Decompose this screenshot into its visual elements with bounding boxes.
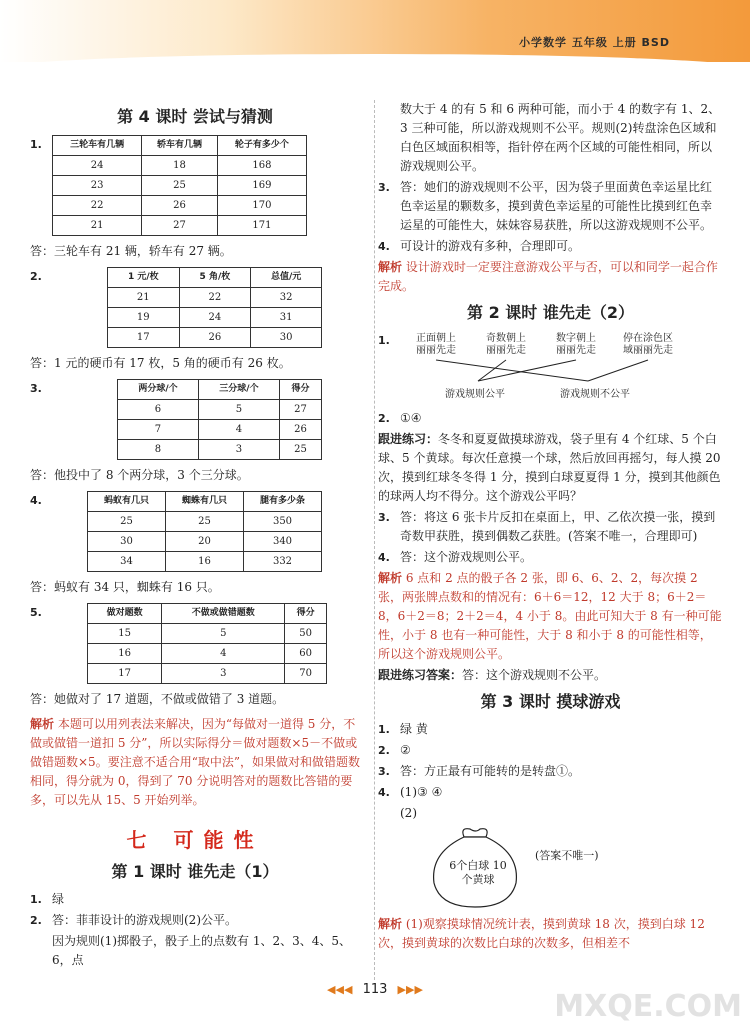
table-cell: 17 bbox=[108, 328, 180, 348]
q2-block bbox=[30, 267, 360, 352]
table-cell: 25 bbox=[142, 176, 218, 196]
table-cell: 19 bbox=[108, 308, 180, 328]
left-column bbox=[30, 100, 360, 970]
table-row bbox=[53, 156, 307, 176]
l3-q4-part2: (2) bbox=[400, 806, 417, 820]
table-row bbox=[118, 400, 322, 420]
l3-q1-text: 绿 黄 bbox=[400, 722, 428, 736]
table-header: 蚂蚁有几只 bbox=[88, 492, 166, 512]
q5-answer: 答：她做对了 17 道题，不做或做错了 3 道题。 bbox=[30, 692, 285, 706]
table-cell: 168 bbox=[217, 156, 306, 176]
table-row bbox=[88, 532, 322, 552]
analysis-r1-text: 设计游戏时一定要注意游戏公平与否，可以和同学一起合作完成。 bbox=[378, 260, 718, 293]
table-cell: 23 bbox=[53, 176, 142, 196]
header-band bbox=[0, 0, 750, 62]
l2-q4-text: 答：这个游戏规则公平。 bbox=[400, 550, 533, 564]
table-row bbox=[88, 624, 327, 644]
table-cell: 27 bbox=[142, 216, 218, 236]
analysis-label-r3: 解析 bbox=[378, 917, 403, 931]
l3-q2-num: 2. bbox=[378, 744, 390, 757]
follow-practice bbox=[378, 430, 723, 506]
table-cell: 16 bbox=[166, 552, 244, 572]
lesson2-title: 第 2 课时 谁先走（2） bbox=[467, 303, 634, 322]
table-cell: 26 bbox=[179, 328, 251, 348]
lesson1-title: 第 1 课时 谁先走（1） bbox=[111, 862, 279, 881]
table-cell: 5 bbox=[162, 624, 285, 644]
page-number: 113 bbox=[362, 982, 388, 997]
analysis-text: 本题可以用列表法来解决，因为“每做对一道得 5 分，不做或做错一道扣 5 分”，所以实际得分＝做对题数×5－不做或做错题数×5。要注意不适合用“取中法”，如果做对和做错题数相同，得分就为 0，得到了 70 分说明答对的题数比答错的要多，可以先从 15、5 开始列举。 bbox=[30, 717, 360, 807]
table-cell: 31 bbox=[251, 308, 322, 328]
table-cell: 60 bbox=[285, 644, 327, 664]
analysis-label-r2: 解析 bbox=[378, 571, 403, 585]
table-cell: 169 bbox=[217, 176, 306, 196]
table-cell: 3 bbox=[198, 440, 279, 460]
c1-q2-cont: 因为规则(1)掷骰子，骰子上的点数有 1、2、3、4、5、6，点 bbox=[52, 934, 351, 967]
table-cell: 7 bbox=[118, 420, 199, 440]
r-q3-num: 3. bbox=[378, 181, 390, 194]
l2-q3-num: 3. bbox=[378, 511, 390, 524]
table-row bbox=[108, 288, 322, 308]
q5-block bbox=[30, 603, 360, 688]
table-header: 不做或做错题数 bbox=[162, 604, 285, 624]
table-cell: 32 bbox=[251, 288, 322, 308]
table-row bbox=[53, 176, 307, 196]
l3-q4-num: 4. bbox=[378, 786, 390, 799]
analysis-r3-text: (1)观察摸球情况统计表，摸到黄球 18 次，摸到白球 12 次，摸到黄球的次数比白球的次数多，但相差不 bbox=[378, 917, 705, 950]
l3-q2 bbox=[378, 741, 723, 760]
ball-bag bbox=[400, 823, 723, 913]
table-cell: 8 bbox=[118, 440, 199, 460]
table-cell: 24 bbox=[179, 308, 251, 328]
table-row bbox=[108, 308, 322, 328]
bag-text: 6个白球 10个黄球 bbox=[449, 859, 507, 886]
table-row bbox=[88, 552, 322, 572]
c1-q2-text: 答：菲菲设计的游戏规则(2)公平。 bbox=[52, 913, 237, 927]
l2-q1 bbox=[378, 331, 723, 407]
q3-num: 3. bbox=[30, 382, 42, 395]
q3-block bbox=[30, 379, 360, 464]
l2-q3-text: 答：将这 6 张卡片反扣在桌面上，甲、乙依次摸一张，摸到奇数甲获胜，摸到偶数乙获胜。(答案不唯一，合理即可) bbox=[400, 510, 716, 543]
table-header: 1 元/枚 bbox=[108, 268, 180, 288]
l3-q1 bbox=[378, 720, 723, 739]
table-header: 5 角/枚 bbox=[179, 268, 251, 288]
analysis-3 bbox=[378, 569, 723, 664]
c1-q1-num: 1. bbox=[30, 893, 42, 906]
analysis-label-r1: 解析 bbox=[378, 260, 403, 274]
bag-note: (答案不唯一) bbox=[535, 849, 599, 862]
table-cell: 5 bbox=[198, 400, 279, 420]
follow-text: 冬冬和夏夏做摸球游戏，袋子里有 4 个红球、5 个白球、5 个黄球。每次任意摸一个球，然后放回再摇匀，每人摸 20 次，摸到红球冬冬得 1 分，摸到白球夏夏得 1 分，摸到其他颜色的球两人均不得分。这个游戏公平吗？ bbox=[378, 432, 721, 503]
lesson4-title: 第 4 课时 尝试与猜测 bbox=[117, 107, 273, 126]
r-q3-text: 答：她们的游戏规则不公平，因为袋子里面黄色幸运星比红色幸运星的颗数多，摸到黄色幸运星的可能性比摸到红色幸运星的可能性大，妹妹容易获胜，所以这游戏规则不公平。 bbox=[400, 180, 713, 232]
q5-table bbox=[87, 603, 327, 684]
option-1: 正面朝上 丽丽先走 bbox=[416, 333, 456, 356]
table-cell: 4 bbox=[162, 644, 285, 664]
table-header: 三轮车有几辆 bbox=[53, 136, 142, 156]
l2-q4 bbox=[378, 548, 723, 567]
q4-answer: 答：蚂蚁有 34 只，蜘蛛有 16 只。 bbox=[30, 580, 220, 594]
table-cell: 30 bbox=[88, 532, 166, 552]
table-row bbox=[53, 196, 307, 216]
table-cell: 50 bbox=[285, 624, 327, 644]
analysis-r2-text: 6 点和 2 点的骰子各 2 张，即 6、6、2、2，每次摸 2 张，两张牌点数和的情况有：6＋6＝12，12 大于 8；6＋2＝8，6＋2＝8；2＋2＝4，4 小于 8。由此可知大于 8 有一种可能性，小于 8 也有一种可能性，大于 8 和小于 8 的可能性相等，所以这个游戏规则公平。 bbox=[378, 571, 722, 661]
q5-num: 5. bbox=[30, 606, 42, 619]
table-cell: 18 bbox=[142, 156, 218, 176]
analysis-1 bbox=[30, 715, 360, 810]
next-arrows-icon: ▶▶▶ bbox=[397, 983, 423, 996]
right-column bbox=[378, 100, 723, 955]
option-3: 数字朝上 丽丽先走 bbox=[556, 333, 596, 356]
table-cell: 20 bbox=[166, 532, 244, 552]
l2-q2 bbox=[378, 409, 723, 428]
header-title: 小学数学 五年级 上册 BSD bbox=[519, 36, 670, 49]
table-cell: 22 bbox=[53, 196, 142, 216]
table-cell: 15 bbox=[88, 624, 162, 644]
table-cell: 25 bbox=[88, 512, 166, 532]
follow-ans-text: 答：这个游戏规则不公平。 bbox=[462, 668, 607, 682]
table-cell: 26 bbox=[142, 196, 218, 216]
q3-table bbox=[117, 379, 322, 460]
q1-answer: 答：三轮车有 21 辆，轿车有 27 辆。 bbox=[30, 244, 232, 258]
table-cell: 340 bbox=[244, 532, 322, 552]
l2-q4-num: 4. bbox=[378, 551, 390, 564]
table-cell: 27 bbox=[279, 400, 321, 420]
l3-q2-text: ② bbox=[400, 743, 411, 757]
table-cell: 17 bbox=[88, 664, 162, 684]
table-cell: 25 bbox=[279, 440, 321, 460]
l3-q3 bbox=[378, 762, 723, 781]
analysis-4 bbox=[378, 915, 723, 953]
r-q3 bbox=[378, 178, 723, 235]
table-cell: 70 bbox=[285, 664, 327, 684]
follow-ans-label: 跟进练习答案： bbox=[378, 668, 463, 682]
table-cell: 6 bbox=[118, 400, 199, 420]
r-q4-text: 可设计的游戏有多种，合理即可。 bbox=[400, 239, 581, 253]
option-2: 奇数朝上 丽丽先走 bbox=[486, 333, 526, 356]
l3-q3-num: 3. bbox=[378, 765, 390, 778]
matching-diagram bbox=[400, 333, 723, 403]
option-4: 停在涂色区 域丽丽先走 bbox=[623, 333, 673, 356]
table-row bbox=[118, 420, 322, 440]
r-q4-num: 4. bbox=[378, 240, 390, 253]
table-cell: 170 bbox=[217, 196, 306, 216]
table-cell: 21 bbox=[53, 216, 142, 236]
follow-answer bbox=[378, 666, 723, 685]
fair-label: 游戏规则公平 bbox=[445, 389, 505, 400]
table-header: 得分 bbox=[285, 604, 327, 624]
table-cell: 25 bbox=[166, 512, 244, 532]
table-header: 轿车有几辆 bbox=[142, 136, 218, 156]
l3-q1-num: 1. bbox=[378, 723, 390, 736]
q3-answer: 答：他投中了 8 个两分球，3 个三分球。 bbox=[30, 468, 249, 482]
l3-q3-text: 答：方正最有可能转的是转盘①。 bbox=[400, 764, 581, 778]
l3-q4 bbox=[378, 783, 723, 802]
table-header: 两分球/个 bbox=[118, 380, 199, 400]
table-row bbox=[88, 664, 327, 684]
table-cell: 350 bbox=[244, 512, 322, 532]
r-q4 bbox=[378, 237, 723, 256]
c1-q2-num: 2. bbox=[30, 914, 42, 927]
watermark-logo: MXQE.COM bbox=[554, 989, 742, 1024]
right-cont1: 数大于 4 的有 5 和 6 两种可能，而小于 4 的数字有 1、2、3 三种可能，所以游戏规则不公平。规则(2)转盘涂色区域和白色区域面积相等，指针停在两个区域的可能性相同，所以游戏规则公平。 bbox=[400, 102, 721, 173]
c1-q1-text: 绿 bbox=[52, 892, 65, 906]
table-header: 轮子有多少个 bbox=[217, 136, 306, 156]
table-row bbox=[53, 216, 307, 236]
table-header: 蜘蛛有几只 bbox=[166, 492, 244, 512]
table-cell: 26 bbox=[279, 420, 321, 440]
table-header: 腿有多少条 bbox=[244, 492, 322, 512]
table-cell: 21 bbox=[108, 288, 180, 308]
l3-q4-part1: (1)③ ④ bbox=[400, 785, 443, 799]
lesson3-title: 第 3 课时 摸球游戏 bbox=[480, 692, 621, 711]
c1-q2 bbox=[30, 911, 360, 930]
analysis-2 bbox=[378, 258, 723, 296]
table-cell: 22 bbox=[179, 288, 251, 308]
q2-answer: 答：1 元的硬币有 17 枚，5 角的硬币有 26 枚。 bbox=[30, 356, 291, 370]
l2-q1-num: 1. bbox=[378, 334, 390, 347]
q4-table bbox=[87, 491, 322, 572]
table-cell: 16 bbox=[88, 644, 162, 664]
table-cell: 4 bbox=[198, 420, 279, 440]
table-cell: 24 bbox=[53, 156, 142, 176]
follow-label: 跟进练习： bbox=[378, 432, 439, 446]
table-cell: 332 bbox=[244, 552, 322, 572]
table-row bbox=[88, 512, 322, 532]
table-row bbox=[118, 440, 322, 460]
table-cell: 34 bbox=[88, 552, 166, 572]
table-cell: 30 bbox=[251, 328, 322, 348]
q2-num: 2. bbox=[30, 270, 42, 283]
matching-lines bbox=[400, 333, 690, 393]
q2-table bbox=[107, 267, 322, 348]
column-divider bbox=[374, 100, 375, 980]
q1-block bbox=[30, 135, 360, 240]
l2-q3 bbox=[378, 508, 723, 546]
unfair-label: 游戏规则不公平 bbox=[560, 389, 630, 400]
table-cell: 171 bbox=[217, 216, 306, 236]
q4-block bbox=[30, 491, 360, 576]
analysis-label: 解析 bbox=[30, 717, 55, 731]
q4-num: 4. bbox=[30, 494, 42, 507]
c1-q1 bbox=[30, 890, 360, 909]
l2-q2-num: 2. bbox=[378, 412, 390, 425]
table-header: 三分球/个 bbox=[198, 380, 279, 400]
table-header: 得分 bbox=[279, 380, 321, 400]
l2-q2-text: ①④ bbox=[400, 411, 422, 425]
table-header: 做对题数 bbox=[88, 604, 162, 624]
chapter-title: 七 可能性 bbox=[126, 828, 264, 852]
table-header: 总值/元 bbox=[251, 268, 322, 288]
prev-arrows-icon: ◀◀◀ bbox=[327, 983, 353, 996]
table-row bbox=[88, 644, 327, 664]
q1-num: 1. bbox=[30, 138, 42, 151]
table-row bbox=[108, 328, 322, 348]
q1-table bbox=[52, 135, 307, 236]
table-cell: 3 bbox=[162, 664, 285, 684]
